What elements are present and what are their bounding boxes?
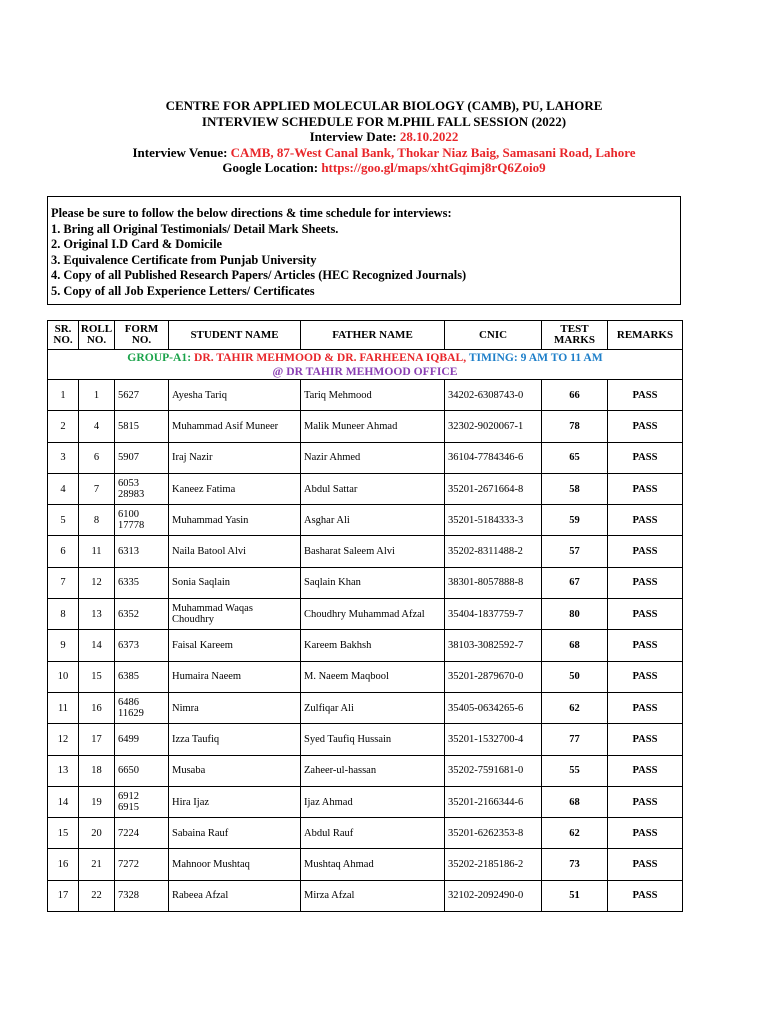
cell-sr-no: 15 bbox=[48, 818, 79, 849]
cell-student-name: Sabaina Rauf bbox=[169, 818, 301, 849]
cell-roll-no: 21 bbox=[79, 849, 115, 880]
cell-form-no: 7272 bbox=[115, 849, 169, 880]
cell-remarks: PASS bbox=[608, 755, 683, 786]
cell-father-name: Syed Taufiq Hussain bbox=[301, 724, 445, 755]
table-row bbox=[48, 880, 683, 911]
cell-form-no: 5627 bbox=[115, 380, 169, 411]
cell-father-name: Saqlain Khan bbox=[301, 567, 445, 598]
cell-test-marks: 62 bbox=[542, 818, 608, 849]
cell-student-name: Izza Taufiq bbox=[169, 724, 301, 755]
cell-test-marks: 80 bbox=[542, 599, 608, 630]
cell-roll-no: 14 bbox=[79, 630, 115, 661]
cell-sr-no: 2 bbox=[48, 411, 79, 442]
cell-cnic: 38301-8057888-8 bbox=[445, 567, 542, 598]
cell-student-name: Sonia Saqlain bbox=[169, 567, 301, 598]
header-roll-no: ROLL NO. bbox=[79, 321, 115, 350]
cell-cnic: 35202-8311488-2 bbox=[445, 536, 542, 567]
cell-roll-no: 17 bbox=[79, 724, 115, 755]
direction-item: 4. Copy of all Published Research Papers/ Articles (HEC Recognized Journals) bbox=[51, 268, 467, 283]
table-row bbox=[48, 599, 683, 630]
cell-remarks: PASS bbox=[608, 630, 683, 661]
cell-test-marks: 51 bbox=[542, 880, 608, 911]
header-form-no: FORM NO. bbox=[115, 321, 169, 350]
cell-form-no: 7328 bbox=[115, 880, 169, 911]
table-row bbox=[48, 692, 683, 723]
cell-test-marks: 77 bbox=[542, 724, 608, 755]
cell-cnic: 35201-2879670-0 bbox=[445, 661, 542, 692]
cell-remarks: PASS bbox=[608, 599, 683, 630]
table-row bbox=[48, 661, 683, 692]
table-row bbox=[48, 567, 683, 598]
group-row bbox=[48, 350, 683, 380]
directions-box bbox=[47, 196, 681, 305]
google-location-label: Google Location: bbox=[222, 160, 319, 175]
cell-father-name: Abdul Sattar bbox=[301, 473, 445, 504]
cell-form-no: 6352 bbox=[115, 599, 169, 630]
cell-roll-no: 18 bbox=[79, 755, 115, 786]
group-venue: @ DR TAHIR MEHMOOD OFFICE bbox=[272, 364, 458, 378]
direction-item: 1. Bring all Original Testimonials/ Detail Mark Sheets. bbox=[51, 221, 339, 236]
cell-sr-no: 1 bbox=[48, 380, 79, 411]
interview-date-label: Interview Date: bbox=[309, 129, 397, 144]
cell-remarks: PASS bbox=[608, 567, 683, 598]
table-row bbox=[48, 473, 683, 504]
cell-remarks: PASS bbox=[608, 473, 683, 504]
direction-item: 5. Copy of all Job Experience Letters/ Certificates bbox=[51, 283, 315, 298]
schedule-title: INTERVIEW SCHEDULE FOR M.PHIL FALL SESSION (2022) bbox=[201, 113, 567, 129]
cell-form-no: 6313 bbox=[115, 536, 169, 567]
cell-student-name: Humaira Naeem bbox=[169, 661, 301, 692]
cell-roll-no: 16 bbox=[79, 692, 115, 723]
cell-form-no: 6486 11629 bbox=[115, 692, 169, 723]
cell-cnic: 35404-1837759-7 bbox=[445, 599, 542, 630]
cell-student-name: Rabeea Afzal bbox=[169, 880, 301, 911]
cell-cnic: 35201-5184333-3 bbox=[445, 505, 542, 536]
cell-sr-no: 3 bbox=[48, 442, 79, 473]
group-supervisors: DR. TAHIR MEHMOOD & DR. FARHEENA IQBAL, bbox=[193, 350, 467, 364]
cell-form-no: 6373 bbox=[115, 630, 169, 661]
cell-test-marks: 58 bbox=[542, 473, 608, 504]
cell-test-marks: 57 bbox=[542, 536, 608, 567]
group-timing: TIMING: 9 AM TO 11 AM bbox=[468, 350, 603, 364]
cell-cnic: 32302-9020067-1 bbox=[445, 411, 542, 442]
header-sr-no: SR. NO. bbox=[48, 321, 79, 350]
cell-remarks: PASS bbox=[608, 692, 683, 723]
cell-sr-no: 11 bbox=[48, 692, 79, 723]
cell-cnic: 32102-2092490-0 bbox=[445, 880, 542, 911]
table-row bbox=[48, 536, 683, 567]
cell-father-name: Kareem Bakhsh bbox=[301, 630, 445, 661]
cell-student-name: Mahnoor Mushtaq bbox=[169, 849, 301, 880]
cell-roll-no: 1 bbox=[79, 380, 115, 411]
google-location-link[interactable]: https://goo.gl/maps/xhtGqimj8rQ6Zoio9 bbox=[321, 160, 546, 175]
cell-father-name: M. Naeem Maqbool bbox=[301, 661, 445, 692]
cell-test-marks: 66 bbox=[542, 380, 608, 411]
cell-remarks: PASS bbox=[608, 880, 683, 911]
cell-roll-no: 11 bbox=[79, 536, 115, 567]
cell-student-name: Naila Batool Alvi bbox=[169, 536, 301, 567]
cell-sr-no: 4 bbox=[48, 473, 79, 504]
group-cell bbox=[48, 350, 683, 380]
cell-sr-no: 9 bbox=[48, 630, 79, 661]
cell-sr-no: 16 bbox=[48, 849, 79, 880]
cell-father-name: Zaheer-ul-hassan bbox=[301, 755, 445, 786]
cell-roll-no: 13 bbox=[79, 599, 115, 630]
table-row bbox=[48, 505, 683, 536]
direction-item: 2. Original I.D Card & Domicile bbox=[51, 237, 223, 252]
cell-test-marks: 59 bbox=[542, 505, 608, 536]
cell-remarks: PASS bbox=[608, 661, 683, 692]
cell-test-marks: 78 bbox=[542, 411, 608, 442]
cell-sr-no: 5 bbox=[48, 505, 79, 536]
interview-venue-value: CAMB, 87-West Canal Bank, Thokar Niaz Baig, Samasani Road, Lahore bbox=[230, 144, 636, 160]
header-remarks: REMARKS bbox=[608, 321, 683, 350]
cell-roll-no: 4 bbox=[79, 411, 115, 442]
cell-sr-no: 10 bbox=[48, 661, 79, 692]
cell-roll-no: 6 bbox=[79, 442, 115, 473]
cell-cnic: 34202-6308743-0 bbox=[445, 380, 542, 411]
document-header bbox=[0, 98, 768, 176]
cell-form-no: 6650 bbox=[115, 755, 169, 786]
cell-sr-no: 7 bbox=[48, 567, 79, 598]
cell-father-name: Mushtaq Ahmad bbox=[301, 849, 445, 880]
cell-roll-no: 8 bbox=[79, 505, 115, 536]
cell-sr-no: 8 bbox=[48, 599, 79, 630]
cell-father-name: Asghar Ali bbox=[301, 505, 445, 536]
table-row bbox=[48, 724, 683, 755]
cell-roll-no: 15 bbox=[79, 661, 115, 692]
cell-sr-no: 14 bbox=[48, 786, 79, 817]
google-location bbox=[0, 160, 768, 176]
cell-test-marks: 67 bbox=[542, 567, 608, 598]
cell-sr-no: 17 bbox=[48, 880, 79, 911]
cell-form-no: 7224 bbox=[115, 818, 169, 849]
interview-venue-label: Interview Venue: bbox=[132, 144, 228, 160]
cell-roll-no: 7 bbox=[79, 473, 115, 504]
cell-remarks: PASS bbox=[608, 849, 683, 880]
cell-cnic: 35201-6262353-8 bbox=[445, 818, 542, 849]
table-row bbox=[48, 380, 683, 411]
header-student-name: STUDENT NAME bbox=[169, 321, 301, 350]
cell-student-name: Muhammad Yasin bbox=[169, 505, 301, 536]
table-row bbox=[48, 818, 683, 849]
cell-test-marks: 50 bbox=[542, 661, 608, 692]
cell-father-name: Mirza Afzal bbox=[301, 880, 445, 911]
cell-remarks: PASS bbox=[608, 505, 683, 536]
cell-remarks: PASS bbox=[608, 411, 683, 442]
header-father-name: FATHER NAME bbox=[301, 321, 445, 350]
cell-cnic: 35202-2185186-2 bbox=[445, 849, 542, 880]
group-label: GROUP-A1: bbox=[127, 350, 192, 364]
cell-student-name: Nimra bbox=[169, 692, 301, 723]
header-test-marks: TEST MARKS bbox=[542, 321, 608, 350]
cell-remarks: PASS bbox=[608, 380, 683, 411]
cell-cnic: 35201-2671664-8 bbox=[445, 473, 542, 504]
schedule-table bbox=[47, 320, 683, 912]
cell-form-no: 5815 bbox=[115, 411, 169, 442]
cell-father-name: Ijaz Ahmad bbox=[301, 786, 445, 817]
cell-form-no: 6053 28983 bbox=[115, 473, 169, 504]
cell-test-marks: 62 bbox=[542, 692, 608, 723]
cell-sr-no: 12 bbox=[48, 724, 79, 755]
cell-student-name: Iraj Nazir bbox=[169, 442, 301, 473]
cell-remarks: PASS bbox=[608, 442, 683, 473]
cell-remarks: PASS bbox=[608, 536, 683, 567]
cell-roll-no: 22 bbox=[79, 880, 115, 911]
table-row bbox=[48, 411, 683, 442]
cell-form-no: 5907 bbox=[115, 442, 169, 473]
cell-student-name: Faisal Kareem bbox=[169, 630, 301, 661]
cell-form-no: 6335 bbox=[115, 567, 169, 598]
institution-title: CENTRE FOR APPLIED MOLECULAR BIOLOGY (CAMB), PU, LAHORE bbox=[165, 98, 603, 113]
cell-student-name: Muhammad Asif Muneer bbox=[169, 411, 301, 442]
cell-roll-no: 19 bbox=[79, 786, 115, 817]
cell-roll-no: 12 bbox=[79, 567, 115, 598]
cell-cnic: 35405-0634265-6 bbox=[445, 692, 542, 723]
cell-student-name: Hira Ijaz bbox=[169, 786, 301, 817]
cell-form-no: 6385 bbox=[115, 661, 169, 692]
cell-sr-no: 6 bbox=[48, 536, 79, 567]
table-header-row bbox=[48, 321, 683, 350]
table-row bbox=[48, 442, 683, 473]
cell-test-marks: 73 bbox=[542, 849, 608, 880]
cell-cnic: 35201-2166344-6 bbox=[445, 786, 542, 817]
cell-sr-no: 13 bbox=[48, 755, 79, 786]
cell-father-name: Nazir Ahmed bbox=[301, 442, 445, 473]
cell-cnic: 35201-1532700-4 bbox=[445, 724, 542, 755]
table-row bbox=[48, 630, 683, 661]
cell-test-marks: 68 bbox=[542, 786, 608, 817]
cell-remarks: PASS bbox=[608, 786, 683, 817]
cell-father-name: Malik Muneer Ahmad bbox=[301, 411, 445, 442]
cell-father-name: Choudhry Muhammad Afzal bbox=[301, 599, 445, 630]
table-row bbox=[48, 755, 683, 786]
directions-intro: Please be sure to follow the below directions & time schedule for interviews: bbox=[51, 206, 452, 220]
interview-date bbox=[0, 129, 768, 145]
cell-student-name: Musaba bbox=[169, 755, 301, 786]
cell-form-no: 6499 bbox=[115, 724, 169, 755]
cell-test-marks: 55 bbox=[542, 755, 608, 786]
interview-date-value: 28.10.2022 bbox=[399, 129, 459, 144]
header-cnic: CNIC bbox=[445, 321, 542, 350]
table-row bbox=[48, 786, 683, 817]
cell-student-name: Muhammad Waqas Choudhry bbox=[169, 599, 301, 630]
cell-form-no: 6912 6915 bbox=[115, 786, 169, 817]
cell-cnic: 35202-7591681-0 bbox=[445, 755, 542, 786]
cell-cnic: 36104-7784346-6 bbox=[445, 442, 542, 473]
cell-father-name: Zulfiqar Ali bbox=[301, 692, 445, 723]
cell-student-name: Ayesha Tariq bbox=[169, 380, 301, 411]
direction-item: 3. Equivalence Certificate from Punjab University bbox=[51, 252, 317, 267]
cell-student-name: Kaneez Fatima bbox=[169, 473, 301, 504]
cell-form-no: 6100 17778 bbox=[115, 505, 169, 536]
cell-roll-no: 20 bbox=[79, 818, 115, 849]
cell-test-marks: 65 bbox=[542, 442, 608, 473]
cell-remarks: PASS bbox=[608, 818, 683, 849]
cell-test-marks: 68 bbox=[542, 630, 608, 661]
interview-venue bbox=[0, 145, 768, 161]
table-row bbox=[48, 849, 683, 880]
cell-father-name: Basharat Saleem Alvi bbox=[301, 536, 445, 567]
cell-cnic: 38103-3082592-7 bbox=[445, 630, 542, 661]
cell-father-name: Tariq Mehmood bbox=[301, 380, 445, 411]
cell-remarks: PASS bbox=[608, 724, 683, 755]
cell-father-name: Abdul Rauf bbox=[301, 818, 445, 849]
